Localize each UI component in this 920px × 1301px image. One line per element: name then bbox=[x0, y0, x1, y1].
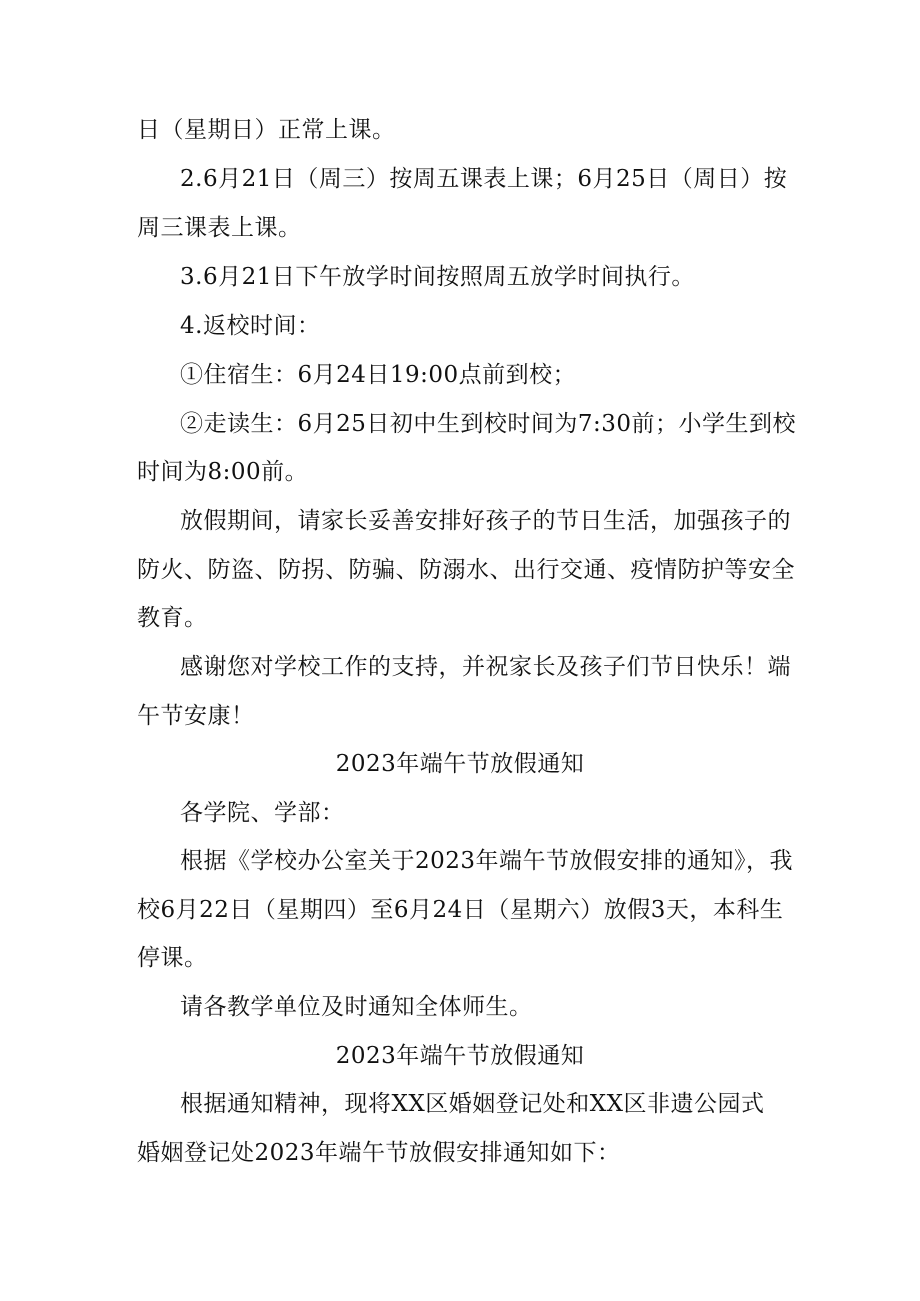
paragraph-line: 婚姻登记处2023年端午节放假安排通知如下： bbox=[137, 1140, 621, 1166]
section-title: 2023年端午节放假通知 bbox=[335, 1043, 585, 1069]
paragraph-line: 教育。 bbox=[137, 605, 208, 631]
paragraph-line: 根据通知精神，现将XX区婚姻登记处和XX区非遗公园式 bbox=[180, 1091, 765, 1117]
paragraph-line: 防火、防盗、防拐、防骗、防溺水、出行交通、疫情防护等安全 bbox=[137, 557, 795, 583]
paragraph-line: 感谢您对学校工作的支持，并祝家长及孩子们节日快乐！端 bbox=[180, 654, 791, 680]
paragraph-line: 根据《学校办公室关于2023年端午节放假安排的通知》，我 bbox=[180, 848, 794, 874]
paragraph-line: 放假期间，请家长妥善安排好孩子的节日生活，加强孩子的 bbox=[180, 508, 791, 534]
paragraph-line: 停课。 bbox=[137, 945, 208, 971]
paragraph-line: ①住宿生：6月24日19:00点前到校； bbox=[180, 362, 577, 388]
paragraph-line: 请各教学单位及时通知全体师生。 bbox=[180, 994, 533, 1020]
paragraph-line: 午节安康！ bbox=[137, 703, 255, 729]
paragraph-line: 周三课表上课。 bbox=[137, 215, 302, 241]
paragraph-line: 2.6月21日（周三）按周五课表上课；6月25日（周日）按 bbox=[180, 166, 788, 192]
paragraph-line: 校6月22日（星期四）至6月24日（星期六）放假3天，本科生 bbox=[137, 897, 784, 923]
paragraph-line: 时间为8:00前。 bbox=[137, 459, 309, 485]
paragraph-line: ②走读生：6月25日初中生到校时间为7:30前；小学生到校 bbox=[180, 411, 797, 437]
paragraph-line: 4.返校时间： bbox=[180, 313, 321, 339]
paragraph-line: 日（星期日）正常上课。 bbox=[137, 117, 396, 143]
section-title: 2023年端午节放假通知 bbox=[335, 751, 585, 777]
paragraph-line: 各学院、学部： bbox=[180, 800, 345, 826]
paragraph-line: 3.6月21日下午放学时间按照周五放学时间执行。 bbox=[180, 264, 695, 290]
